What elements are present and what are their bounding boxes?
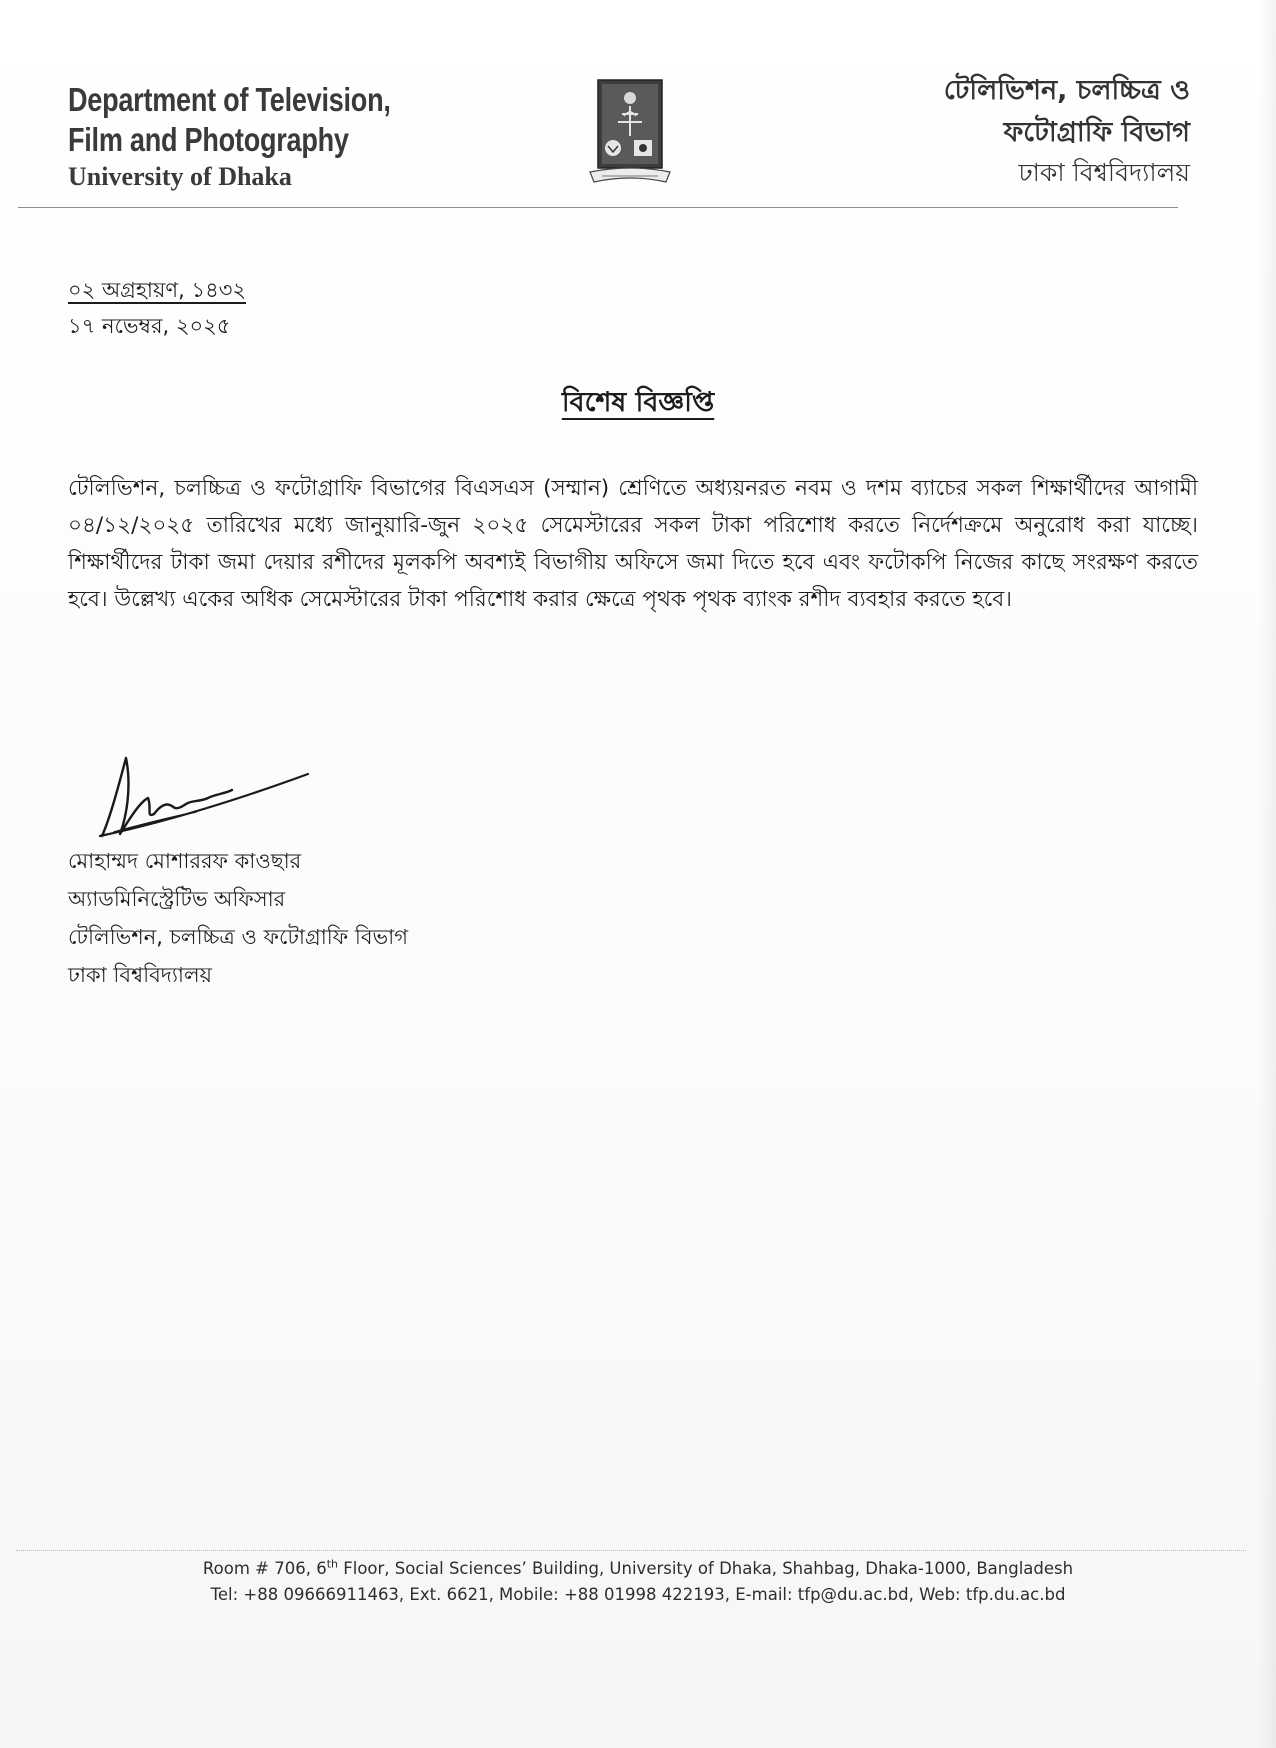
footer-address: [0, 1556, 1276, 1582]
signatory-designation: অ্যাডমিনিস্ট্রেটিভ অফিসার: [68, 887, 286, 911]
signatory-block: [68, 842, 408, 994]
date-block: [68, 272, 246, 344]
notice-title: বিশেষ বিজ্ঞপ্তি: [561, 387, 715, 418]
signatory-name: মোহাম্মদ মোশাররফ কাওছার: [68, 849, 302, 873]
header-bangla-line-1: টেলিভিশন, চলচ্চিত্র ও: [943, 75, 1190, 106]
footer-divider: [16, 1550, 1246, 1551]
header-bangla-line-3: ঢাকা বিশ্ববিদ্যালয়: [1018, 158, 1190, 187]
footer-address-pre: Room # 706, 6: [202, 1559, 327, 1578]
signature-icon: [96, 748, 316, 844]
header-divider: [18, 207, 1178, 208]
signatory-university: ঢাকা বিশ্ববিদ্যালয়: [68, 963, 213, 987]
university-emblem-icon: [588, 78, 672, 186]
footer-address-post: Floor, Social Sciences’ Building, University of Dhaka, Shahbag, Dhaka-1000, Bangladesh: [338, 1559, 1074, 1578]
header-english-line-1: Department of Television,: [68, 81, 391, 118]
footer-contact: Tel: +88 09666911463, Ext. 6621, Mobile: +88 01998 422193, E-mail: tfp@du.ac.bd, Web: tfp.du.ac.bd: [210, 1585, 1066, 1604]
notice-title-wrapper: [0, 382, 1276, 427]
header-bangla-line-2: ফটোগ্রাফি বিভাগ: [1003, 117, 1190, 148]
footer: [0, 1556, 1276, 1608]
notice-body: টেলিভিশন, চলচ্চিত্র ও ফটোগ্রাফি বিভাগের বিএসএস (সম্মান) শ্রেণিতে অধ্যয়নরত নবম ও দশম ব্যাচের সকল শিক্ষার্থীদের আগামী ০৪/১২/২০২৫ তারিখের মধ্যে জানুয়ারি-জুন ২০২৫ সেমেস্টারের সকল টাকা পরিশোধ করতে নির্দেশক্রমে অনুরোধ করা যাচ্ছে। শিক্ষার্থীদের টাকা জমা দেয়ার রশীদের মূলকপি অবশ্যই বিভাগীয় অফিসে জমা দিতে হবে এবং ফটোকপি নিজের কাছে সংরক্ষণ করতে হবে। উল্লেখ্য একের অধিক সেমেস্টারের টাকা পরিশোধ করার ক্ষেত্রে পৃথক পৃথক ব্যাংক রশীদ ব্যবহার করতে হবে।: [68, 476, 1198, 612]
bangla-date: ০২ অগ্রহায়ণ, ১৪৩২: [68, 278, 247, 302]
header-bangla: [830, 70, 1190, 192]
header-english-line-3: University of Dhaka: [68, 162, 292, 191]
gregorian-date: ১৭ নভেম্বর, ২০২৫: [68, 314, 231, 338]
header-english: [68, 80, 448, 194]
footer-address-sup: th: [326, 1557, 339, 1571]
header-english-line-2: Film and Photography: [68, 121, 349, 158]
scan-edge-shadow: [1258, 0, 1276, 1748]
signatory-department: টেলিভিশন, চলচ্চিত্র ও ফটোগ্রাফি বিভাগ: [68, 925, 409, 949]
